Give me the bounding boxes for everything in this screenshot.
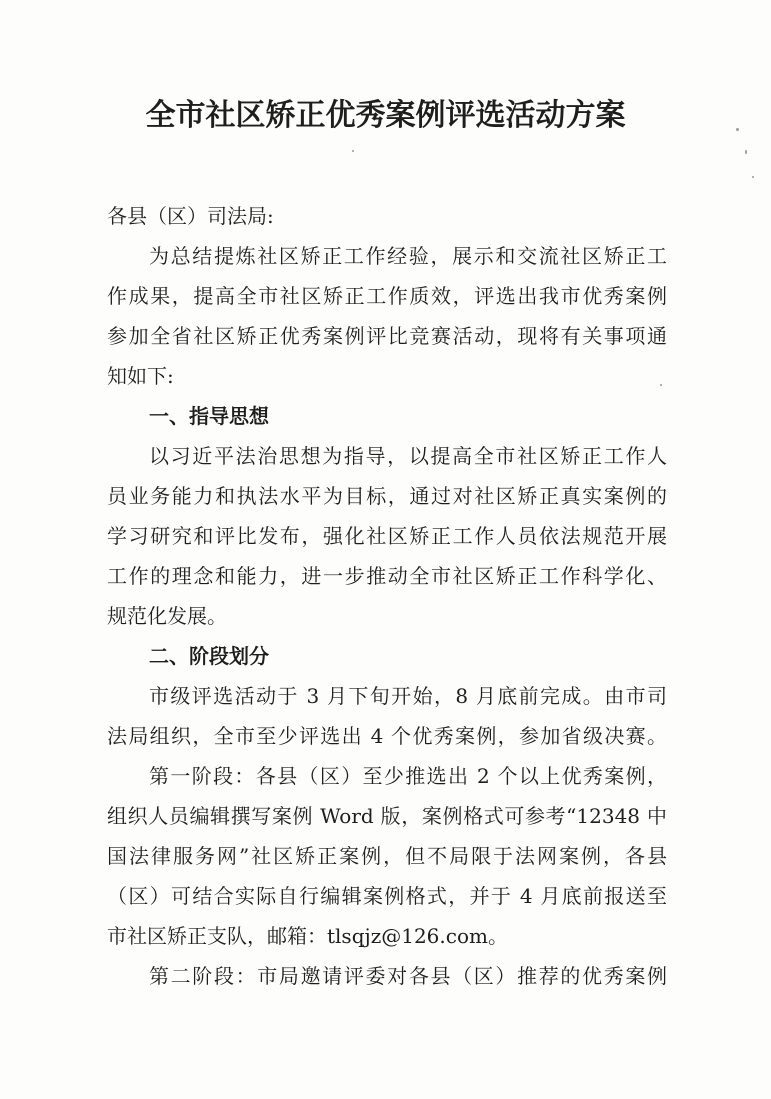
section1-line: 工作的理念和能力，进一步推动全市社区矫正工作科学化、 bbox=[107, 564, 667, 588]
intro-line: 知如下: bbox=[107, 364, 174, 388]
stage1-line: （区）可结合实际自行编辑案例格式，并于 4 月底前报送至 bbox=[107, 884, 667, 908]
section1-line: 规范化发展。 bbox=[107, 604, 227, 628]
intro-line: 参加全省社区矫正优秀案例评比竞赛活动，现将有关事项通 bbox=[107, 324, 667, 348]
document-body bbox=[107, 196, 667, 996]
section1-line: 员业务能力和执法水平为目标，通过对社区矫正真实案例的 bbox=[107, 484, 667, 508]
section-heading-guiding-thought: 一、指导思想 bbox=[149, 404, 269, 428]
stage2-line: 第二阶段：市局邀请评委对各县（区）推荐的优秀案例 bbox=[149, 964, 667, 988]
intro-line: 为总结提炼社区矫正工作经验，展示和交流社区矫正工 bbox=[149, 244, 667, 268]
stage1-line: 国法律服务网”社区矫正案例，但不局限于法网案例，各县 bbox=[107, 844, 667, 868]
intro-line: 作成果，提高全市社区矫正工作质效，评选出我市优秀案例 bbox=[107, 284, 667, 308]
section2-line: 市级评选活动于 3 月下旬开始，8 月底前完成。由市司 bbox=[149, 684, 667, 708]
section2-line: 法局组织，全市至少评选出 4 个优秀案例，参加省级决赛。 bbox=[107, 724, 667, 748]
stage1-line: 组织人员编辑撰写案例 Word 版，案例格式可参考“12348 中 bbox=[107, 804, 667, 828]
document-title: 全市社区矫正优秀案例评选活动方案 bbox=[145, 98, 626, 133]
stage1-line: 第一阶段：各县（区）至少推选出 2 个以上优秀案例， bbox=[149, 764, 667, 788]
section-heading-stage-division: 二、阶段划分 bbox=[149, 644, 269, 668]
stage1-line: 市社区矫正支队，邮箱：tlsqjz@126.com。 bbox=[107, 924, 508, 948]
scan-speck bbox=[352, 150, 354, 152]
section1-line: 以习近平法治思想为指导，以提高全市社区矫正工作人 bbox=[149, 444, 667, 468]
scan-speck bbox=[745, 150, 747, 154]
scan-speck bbox=[752, 176, 754, 178]
salutation: 各县（区）司法局: bbox=[107, 204, 274, 228]
section1-line: 学习研究和评比发布，强化社区矫正工作人员依法规范开展 bbox=[107, 524, 667, 548]
